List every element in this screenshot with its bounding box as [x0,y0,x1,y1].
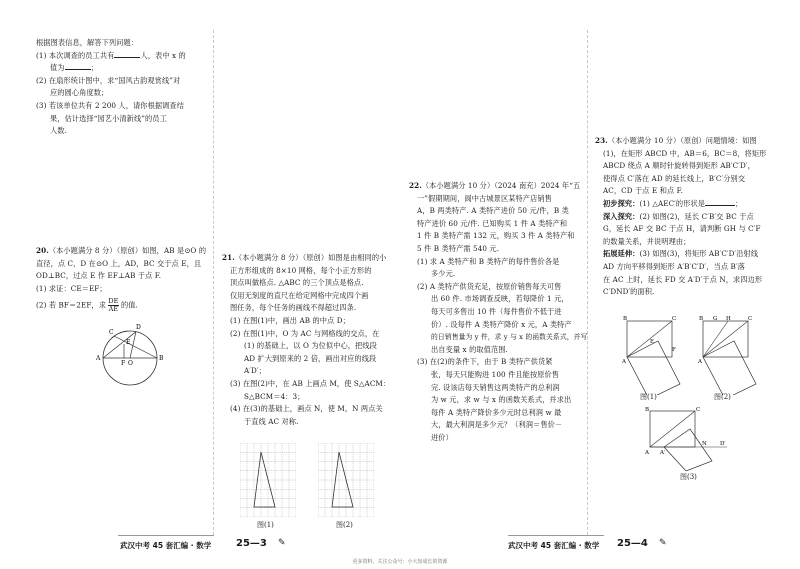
q21-line: (3) 在图(2)中，在 AB 上画点 M，使 S△ACM： [230,378,391,388]
left-question-continuation [36,37,208,138]
label-b: B [159,355,164,362]
q21-line: 图任务，每个任务的画线不得超过四条. [230,303,357,313]
q21-line: (4) 在(3)的基础上，画点 N，使 M，N 两点关 [230,404,383,414]
q22-line: 价）. 设每件 A 类特产降价 x 元，A 类特产 [431,319,572,329]
q23-line: 使得点 C′落在 AD 的延长线上，B′C′分别交 [603,173,746,183]
q21-header: 21.（本小题满分 8 分）（原创）如图是由相同的小 [222,253,387,262]
logo-icon: ✎ [278,538,286,548]
q22-line: 多少元. [431,269,456,279]
fraction-denominator: AE [108,305,119,314]
fig2-label-g: G [713,316,718,322]
q23-fig1-caption: 图(1) [640,393,657,401]
label-a: A [96,355,101,362]
q22-line: 张，每天只能购进 100 件且能按原价售 [431,369,560,379]
fig3-label-n: N [702,441,707,447]
q22-line: 5 件 B 类特产需 540 元. [417,243,500,253]
footer-left-title: 武汉中考 45 套汇编 · 数学 [120,541,212,550]
q23-explore-1: 初步探究：(1) △AEC′的形状是 ； [603,198,743,208]
q23-line: (1)，在矩形 ABCD 中，AB＝6，BC＝8，将矩形 [603,148,767,158]
q23-fig3-caption: 图(3) [680,473,697,481]
fig1-label-e: E [650,339,655,345]
question-20 [36,245,212,313]
q20-header: 20.（本小题满分 8 分）（原创）如图，AB 是⊙O 的 [36,246,207,255]
fig3-label-d-prime: D′ [720,441,726,447]
column-divider-2 [587,30,588,535]
q22-line: (1) 求 A 类特产和 B 类特产的每件售价各是 [417,256,560,266]
q22-line: 1 件 B 类特产需 132 元，购买 3 件 A 类特产和 [417,231,575,241]
q23-fig2-caption: 图(2) [714,393,731,401]
q22-header: 22.（本小题满分 10 分）（2024 南充）2024 年“五 [409,181,581,190]
footer-rule-right [508,535,604,536]
q23-extend: 拓展延伸：(3) 如图(3)，将矩形 AB′C′D′沿射线 [603,249,759,259]
intro-text: 根据图表信息，解答下列问题： [36,38,139,47]
q21-line: A′D′； [244,366,266,376]
q21-line: S△BCM＝4：3； [244,391,305,401]
logo-icon: ✎ [659,538,667,548]
q23-line: C′DND′的面积. [603,287,655,297]
label-e: E [126,339,131,346]
footer-left-page: 25—3 [236,538,267,549]
fig2-label-c: C [748,316,753,322]
q21-line: (1) 在图(1)中，画出 AB 的中点 D； [230,315,350,325]
fig1-label-c: C [672,316,677,322]
fig1-label-f: F [672,347,676,353]
fig1-label-b: B [623,316,628,322]
q21-fig1-caption: 图(1) [257,521,274,529]
q23-figure-1 [622,313,682,395]
fig1-label-a: A [622,359,626,365]
label-d: D [136,324,141,331]
q21-line: 仅用无刻度的直尺在给定网格中完成四个画 [230,290,369,300]
q21-grid-figure-1 [240,443,296,517]
question-21 [222,252,394,428]
sub-question-2b: 应的圆心角度数； [50,88,109,98]
footer-note: 更多资料，关注公众号：小大知成长的资源 [352,559,448,565]
answer-blank [114,57,140,58]
label-c: C [109,329,114,336]
q22-line: 特产进价 60 元/件. 已知购买 1 件 A 类特产和 [417,218,568,228]
question-22 [409,180,588,444]
q20-circle-figure [90,322,170,392]
q22-line: A，B 两类特产. A 类特产进价 50 元/件，B 类 [417,206,569,216]
sub-question-3b: 果，估计选择“园艺小清新线”的员工 [50,113,167,123]
fig2-label-a: A [698,359,702,365]
question-23 [595,135,773,299]
q21-line: (2) 在图(1)中，O 为 AC 与网格线的交点，在 [230,328,380,338]
sub-question-2: (2) 在扇形统计图中，求“国风古韵观赏线”对 [36,75,181,85]
q21-line: AD 扩大到原来的 2 倍，画出对应的线段 [244,353,377,363]
q23-line: ABCD 绕点 A 顺时针旋转得到矩形 AB′C′D′， [603,161,755,171]
q20-line: (1) 求证：CE＝EF； [36,283,107,293]
fig2-label-b: B [699,316,704,322]
q22-line: 的日销售量为 y 件，求 y 与 x 的函数关系式，并写 [431,333,588,342]
q21-line: 顶点叫做格点. △ABC 的三个顶点是格点. [230,278,364,288]
fig3-label-a-prime: A′ [660,450,666,456]
q20-line: 直径，点 C，D 在⊙O 上，AD，BC 交于点 E，且 [36,258,202,268]
q23-figure-3 [642,405,732,471]
sub-question-3c: 人数. [50,126,67,136]
q22-line: 出自变量 x 的取值范围. [431,344,508,354]
q21-line: 正方形组成的 8×10 网格，每个小正方形的 [230,265,372,275]
q21-fig2-caption: 图(2) [336,521,353,529]
q22-line: 每天可多售出 10 件（每件售价不低于进 [431,306,562,316]
column-divider-1 [213,30,214,535]
q20-line: OD⊥BC，过点 E 作 EF⊥AB 于点 F. [36,271,162,281]
fig2-label-h: H [726,316,731,322]
q22-line: 大，最大利润是多少元？（利润＝售价－ [431,420,563,430]
triangle-abc [254,452,275,507]
fraction-numerator: DE [108,297,119,306]
rectangle-translated [664,429,712,471]
q22-line: (2) A 类特产供货充足，按原价销售每天可售 [417,281,562,291]
fig3-label-b: B [645,407,650,413]
fig3-label-a: A [645,450,649,456]
q22-line: 进价） [431,432,453,442]
q23-header: 23.（本小题满分 10 分）（原创）问题情境：如图 [595,136,757,145]
q22-line: 一”假期期间，阆中古城景区某特产店销售 [417,193,552,203]
sub-question-1: (1) 本次调查的员工共有 人，表中 x 的 [36,50,186,60]
triangle-abc-2 [332,452,353,507]
label-o: O [128,360,133,367]
q21-grid-figure-2 [318,443,374,517]
footer-right-page: 25—4 [617,538,648,549]
q22-line: 每件 A 类特产降价多少元时总利润 w 最 [431,407,562,417]
line-af [703,321,728,357]
q22-line: 为 w 元，求 w 与 x 的函数关系式，并求出 [431,395,572,405]
fraction [108,298,118,313]
segment-bc [114,336,157,358]
fig3-label-c: C [696,407,701,413]
q22-line: 出 60 件. 市场调查反映，若每降价 1 元， [431,294,569,304]
q21-line: 于直线 AC 对称. [244,416,299,426]
q22-line: 完. 设该店每天销售这两类特产的总利润 [431,382,560,392]
q23-line: AD 方向平移得到矩形 A′B′C′D′，当点 B′落 [603,261,745,271]
q22-line: (3) 在(2)的条件下，由于 B 类特产供货紧 [417,357,553,367]
sub-question-1b: 值为 ； [50,63,98,73]
footer-right-title: 武汉中考 45 套汇编 · 数学 [508,541,600,550]
sub-question-3: (3) 若该单位共有 2 200 人，请你根据调查结 [36,100,185,110]
q23-line: 的数量关系，并说明理由； [603,236,691,246]
label-f: F [121,360,126,367]
q23-explore-2: 深入探究：(2) 如图(2)，延长 C′B′交 BC 于点 [603,211,754,221]
q23-figure-2 [698,313,758,395]
answer-blank [65,69,91,70]
q20-line: (2) 若 BF＝2EF，求 $\frac{DE}{AE}$ 的值. [36,297,138,314]
q23-line: AC，CD 于点 E 和点 F. [603,186,684,196]
q21-line: (1) 的基础上，以 O 为位似中心，把线段 [244,341,377,351]
footer-rule-left [118,535,214,536]
q23-line: 在 AC 上时，延长 FD 交 A′D′于点 N，求四边形 [603,274,763,284]
q23-line: G，延长 AF 交 BC 于点 H，请判断 GH 与 C′F [603,224,761,234]
answer-blank [705,205,735,206]
